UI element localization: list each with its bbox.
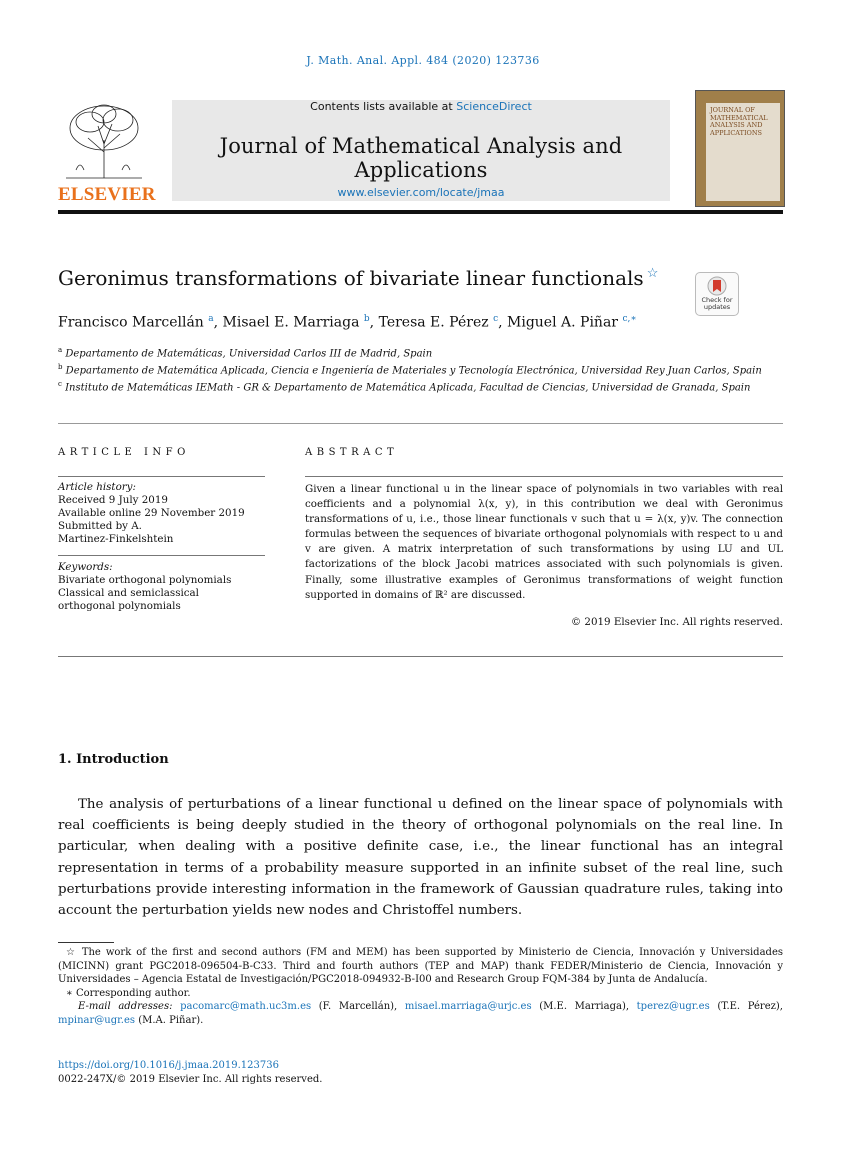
- abstract-divider: [58, 656, 783, 657]
- article-title-text: Geronimus transformations of bivariate linear functionals: [58, 266, 644, 290]
- email-link[interactable]: tperez@ugr.es: [636, 1001, 710, 1013]
- corresponding-footnote: [58, 987, 783, 1001]
- funding-text: The work of the first and second authors (FM and MEM) has been supported by Ministerio de Ciencia, Innovación y Universidades (MICINN) grant PGC2018-096504-B-C33. Third and fourth authors (TEP and MAP) thank FEDER/Ministerio de Ciencia, Innovación y Universidades – Agencia Estatal de Investigación/PGC2018-094932-B-I00 and Research Group FQM-384 by Junta de Andalucía.: [58, 947, 784, 986]
- journal-url-link[interactable]: www.elsevier.com/locate/jmaa: [337, 186, 505, 199]
- abstract-text: Given a linear functional u in the linear space of polynomials in two variables with real coefficients and a polynomial λ(x, y), in this contribution we deal with Geronimus transformations of u, i.e., those linear functionals v such that u = λ(x, y)v. The connection formulas between the sequences of bivariate orthogonal polynomials with respect to u and v are given. A matrix interpretation of such transformations by using LU and UL factorizations of the block Jacobi matrices associated with such polynomials is given. Finally, some illustrative examples of Geronimus transformations of weight function supported in domains of ℝ² are discussed.: [305, 483, 783, 601]
- affiliation-item: [58, 344, 783, 361]
- affiliation-text: Instituto de Matemáticas IEMath - GR & Departamento de Matemática Aplicada, Facultad de Ciencias, Universidad de Granada, Spain: [65, 381, 751, 393]
- abstract-copyright: © 2019 Elsevier Inc. All rights reserved.: [570, 616, 783, 628]
- author-affil-marker[interactable]: b: [363, 314, 370, 324]
- footnote-rule: [58, 942, 114, 943]
- email-owner: (M.A. Piñar).: [138, 1014, 204, 1026]
- author-affil-marker[interactable]: a: [208, 314, 214, 324]
- author-affil-marker[interactable]: c,∗: [622, 314, 637, 324]
- article-history: [58, 481, 265, 546]
- history-label: Article history:: [58, 481, 136, 493]
- affiliation-item: [58, 378, 783, 395]
- keyword-item: Classical and semiclassical: [58, 587, 199, 599]
- article-title: [58, 266, 658, 290]
- email-link[interactable]: pacomarc@math.uc3m.es: [180, 1001, 312, 1013]
- author-list: Francisco Marcellán $^a$, Misael E. Marriaga $^b$, Teresa E. Pérez $^c$, Miguel A. Piñar $^{c,∗}$: [58, 314, 637, 331]
- bookmark-icon: [707, 276, 727, 296]
- author-affil-marker[interactable]: c: [493, 314, 499, 324]
- check-for-updates-label: Check for updates: [701, 296, 733, 311]
- journal-title: Journal of Mathematical Analysis and Applications: [219, 134, 623, 182]
- article-info-heading: ARTICLE INFO: [58, 447, 190, 458]
- author-name[interactable]: Francisco Marcellán: [58, 314, 204, 331]
- received-date: Received 9 July 2019: [58, 494, 168, 506]
- affiliation-text: Departamento de Matemática Aplicada, Ciencia e Ingeniería de Materiales y Tecnología Electrónica, Universidad Rey Juan Carlos, Spain: [65, 365, 762, 377]
- author-name[interactable]: Miguel A. Piñar: [507, 314, 618, 331]
- abstract-rule: [305, 476, 783, 477]
- keyword-item: orthogonal polynomials: [58, 600, 181, 612]
- author-name[interactable]: Misael E. Marriaga: [222, 314, 360, 331]
- asterisk-marker: ∗: [66, 987, 73, 999]
- keywords-label: Keywords:: [58, 561, 113, 573]
- keywords: [58, 561, 265, 613]
- issn-copyright: 0022-247X/© 2019 Elsevier Inc. All rights reserved.: [58, 1074, 323, 1085]
- affiliation-text: Departamento de Matemáticas, Universidad Carlos III de Madrid, Spain: [65, 348, 433, 360]
- star-marker-icon: ☆: [66, 947, 77, 958]
- sciencedirect-link[interactable]: ScienceDirect: [456, 100, 532, 113]
- article-info-rule: [58, 476, 265, 477]
- star-footnote-icon[interactable]: ☆: [646, 266, 659, 281]
- email-owner: (M.E. Marriaga): [539, 1001, 626, 1013]
- email-link[interactable]: mpinar@ugr.es: [58, 1014, 136, 1026]
- affiliation-marker: b: [58, 362, 63, 371]
- submitted-by-name: Martinez-Finkelshtein: [58, 533, 174, 545]
- footnotes: [58, 946, 783, 1028]
- available-date: Available online 29 November 2019: [58, 507, 245, 519]
- abstract-heading: ABSTRACT: [305, 447, 399, 458]
- section-heading-introduction: 1. Introduction: [58, 752, 169, 767]
- doi-link[interactable]: https://doi.org/10.1016/j.jmaa.2019.123736: [58, 1060, 279, 1071]
- keywords-rule: [58, 555, 265, 556]
- header-divider: [58, 210, 783, 214]
- affiliation-marker: a: [58, 346, 63, 354]
- email-owner: (F. Marcellán): [318, 1001, 395, 1013]
- funding-footnote: [58, 946, 783, 987]
- affiliations: [58, 344, 783, 394]
- email-footnote: E-mail addresses: pacomarc@math.uc3m.es (F. Marcellán), misael.marriaga@urjc.es (M.E. Marriaga), tperez@ugr.es (T.E. Pérez), mpinar@ugr.es (M.A. Piñar).: [58, 1001, 783, 1026]
- author-name[interactable]: Teresa E. Pérez: [378, 314, 489, 331]
- affiliations-divider: [58, 423, 783, 424]
- journal-cover-image: [695, 90, 785, 207]
- introduction-paragraph: The analysis of perturbations of a linear functional u defined on the linear space of polynomials with real coefficients is being deeply studied in the theory of orthogonal polynomials on the real line. In particular, when dealing with a positive definite case, i.e., the linear functional has an integral representation in terms of a probability measure supported in an infinite subset of the real line, such perturbations provide interesting information in the framework of Gaussian quadrature rules, taking into account the perturbation yields new nodes and Christoffel numbers.: [58, 797, 783, 919]
- email-link[interactable]: misael.marriaga@urjc.es: [404, 1001, 532, 1013]
- affiliation-item: [58, 361, 783, 378]
- contents-available-line: [172, 100, 670, 113]
- affiliation-marker: c: [58, 379, 62, 388]
- corresponding-text: Corresponding author.: [75, 987, 191, 999]
- publisher-name: ELSEVIER: [58, 184, 156, 205]
- email-label: E-mail addresses:: [78, 1001, 173, 1013]
- check-for-updates-button[interactable]: [695, 272, 739, 316]
- journal-citation[interactable]: J. Math. Anal. Appl. 484 (2020) 123736: [306, 54, 540, 67]
- keyword-item: Bivariate orthogonal polynomials: [58, 574, 232, 586]
- email-owner: (T.E. Pérez): [717, 1001, 780, 1013]
- contents-prefix: Contents lists available at: [310, 100, 457, 113]
- submitted-by: Submitted by A.: [58, 520, 142, 532]
- cover-title: JOURNAL OF MATHEMATICAL ANALYSIS AND APPLICATIONS: [710, 106, 768, 137]
